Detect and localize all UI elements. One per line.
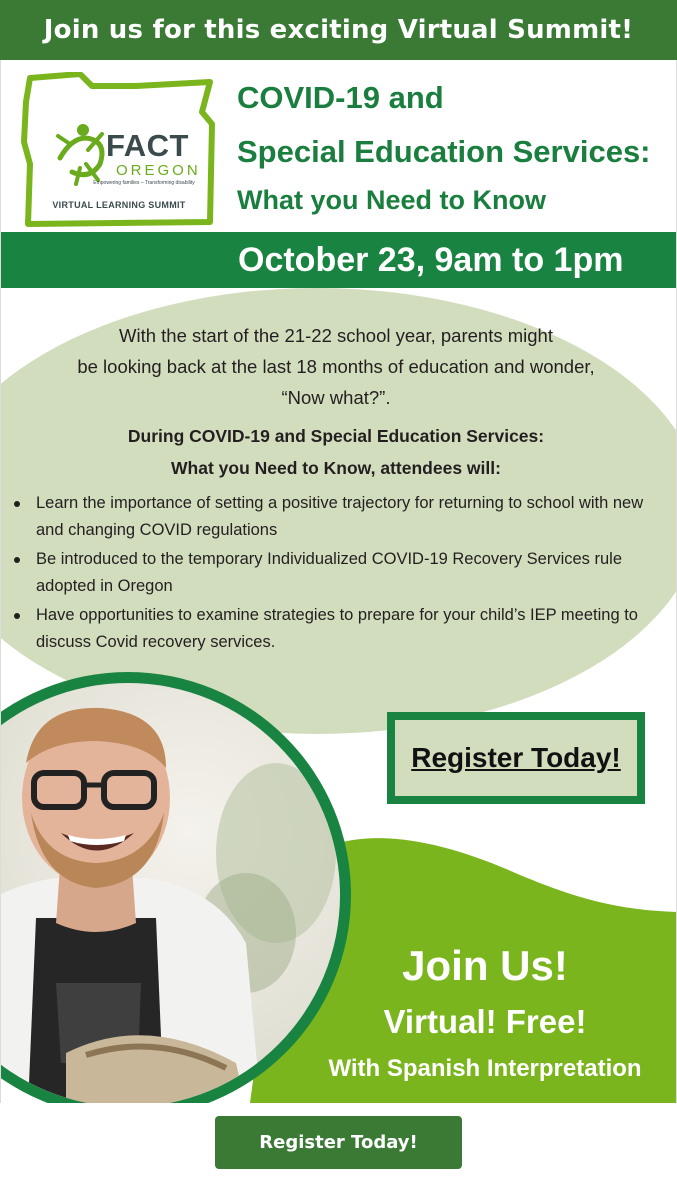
attendees-heading-line-1: During COVID-19 and Special Education Services: [127, 426, 545, 446]
event-flyer[interactable] [0, 60, 677, 1103]
register-today-button[interactable]: Register Today! [215, 1116, 462, 1169]
logo-tagline: Empowering families – Transforming disability [93, 180, 195, 186]
event-subtitle: What you Need to Know [237, 185, 546, 215]
header-banner [0, 0, 677, 60]
logo-event-label: VIRTUAL LEARNING SUMMIT [52, 200, 186, 210]
attendees-heading-line-2: What you Need to Know, attendees will: [171, 458, 501, 478]
learning-outcomes-list [12, 490, 662, 658]
logo-oregon-text: OREGON [116, 162, 201, 179]
list-item: Be introduced to the temporary Individualized COVID-19 Recovery Services rule adopted in Oregon [12, 546, 662, 600]
header-title: Join us for this exciting Virtual Summit! [43, 15, 634, 45]
join-us-text [298, 940, 672, 1086]
list-item: Have opportunities to examine strategies to prepare for your child’s IEP meeting to discuss Covid recovery services. [12, 602, 662, 656]
title-line-2: Special Education Services: [237, 134, 651, 169]
intro-line-3: “Now what?”. [281, 387, 391, 408]
join-line-2: Virtual! Free! [383, 1003, 587, 1040]
register-today-box[interactable] [387, 712, 645, 804]
intro-text [30, 320, 642, 413]
logo-fact-text: FACT [106, 128, 189, 163]
list-item: Learn the importance of setting a positive trajectory for returning to school with new and changing COVID regulations [12, 490, 662, 544]
event-title [237, 78, 667, 218]
fact-oregon-logo [20, 72, 220, 234]
intro-line-1: With the start of the 21-22 school year, parents might [119, 325, 553, 346]
event-date: October 23, 9am to 1pm [238, 241, 624, 279]
join-line-3: With Spanish Interpretation [328, 1055, 642, 1082]
join-line-1: Join Us! [402, 942, 568, 989]
attendees-heading [30, 420, 642, 484]
title-line-1: COVID-19 and [237, 80, 444, 115]
register-today-link[interactable]: Register Today! [411, 742, 621, 773]
intro-line-2: be looking back at the last 18 months of education and wonder, [77, 356, 595, 377]
